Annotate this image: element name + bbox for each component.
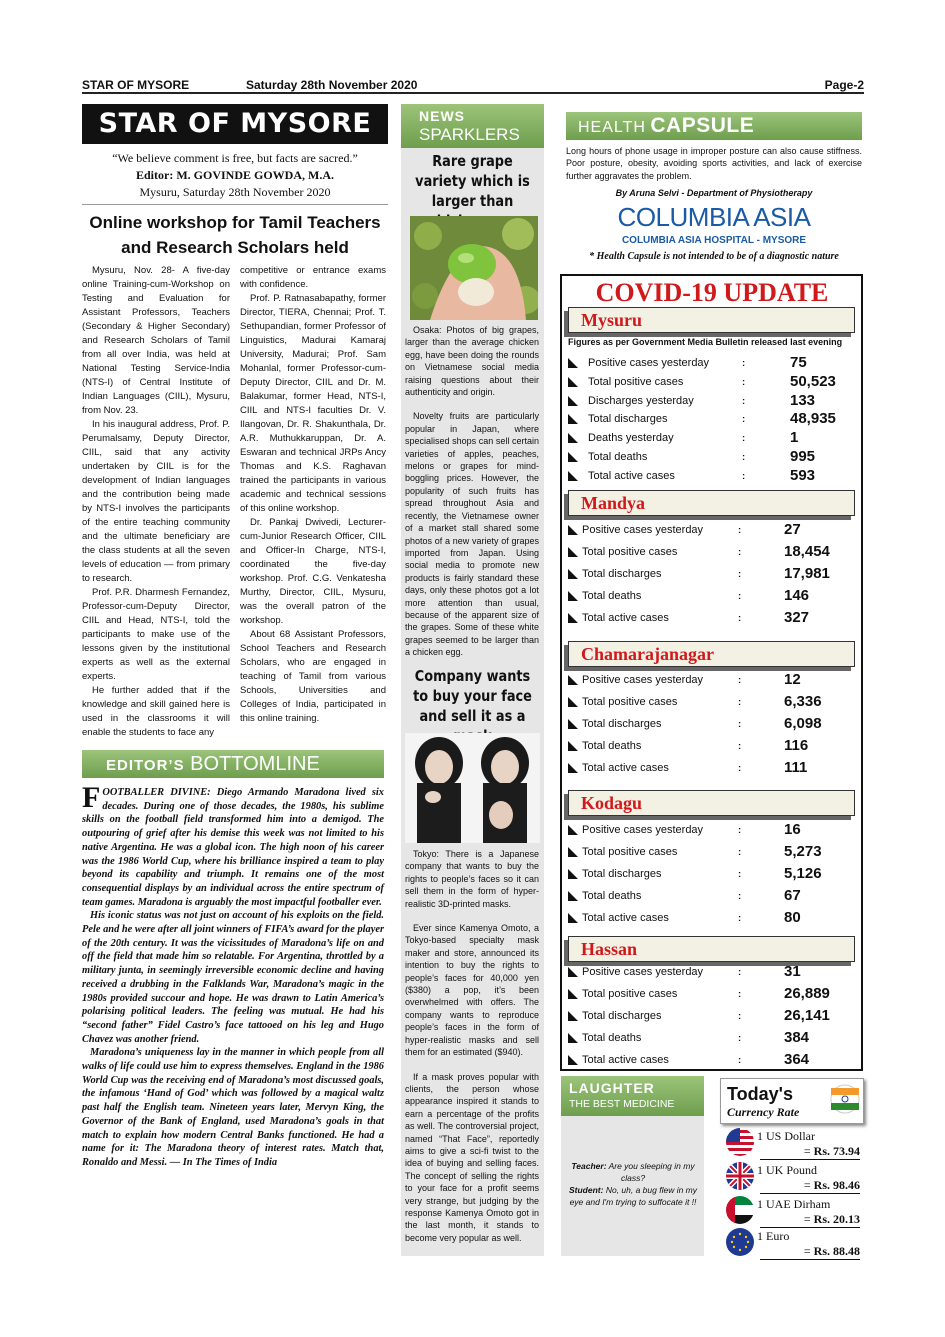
- rate-value: Rs. 73.94: [813, 1144, 860, 1158]
- article-paragraph: In his inaugural address, Prof. P. Perumalsamy, Deputy Director, CIIL, said that any activity undertaken by CIIL is for the development of Indian languages and the contribution being made by NTS-I involves the participants of the entire teaching community and the ultimate beneficiary are the class students at all the seven levels of education — from primary to research.: [82, 419, 230, 584]
- stat-value: 27: [784, 521, 801, 538]
- stat-colon: :: [738, 613, 742, 624]
- stat-value: 16: [784, 821, 801, 838]
- stat-label: Total positive cases: [582, 696, 678, 708]
- stat-colon: :: [738, 675, 742, 686]
- stat-label: Deaths yesterday: [588, 432, 674, 445]
- stat-row: [566, 822, 858, 840]
- article-paragraph: competitive or entrance exams with confidence.: [240, 265, 386, 290]
- bullet-triangle-icon: [568, 547, 578, 557]
- stat-row: [566, 1030, 858, 1048]
- stat-value: 384: [784, 1029, 810, 1046]
- stat-label: Total positive cases: [588, 375, 684, 388]
- grape-photo: [410, 216, 538, 320]
- bullet-triangle-icon: [568, 525, 578, 535]
- stat-label: Total positive cases: [582, 988, 678, 1000]
- banner-bold: CAPSULE: [650, 114, 755, 137]
- bullet-triangle-icon: [568, 433, 578, 443]
- stat-colon: :: [742, 414, 746, 426]
- stat-value: 5,273: [784, 843, 822, 860]
- bullet-triangle-icon: [568, 825, 578, 835]
- divider: [82, 204, 388, 205]
- stat-row: [566, 1008, 858, 1026]
- stat-label: Total active cases: [582, 612, 669, 624]
- equals-sign: =: [803, 1178, 814, 1192]
- sparkler-headline-1: Rare grape variety which is larger than: [415, 152, 530, 210]
- stat-row: [566, 844, 858, 862]
- stat-label: Positive cases yesterday: [582, 824, 704, 836]
- columbia-asia-logo: COLUMBIA ASIA: [617, 202, 811, 232]
- stat-colon: :: [738, 569, 742, 580]
- stat-value: 17,981: [784, 565, 830, 582]
- stat-row: [566, 964, 858, 982]
- stat-label: Total deaths: [588, 451, 648, 463]
- stat-label: Total discharges: [582, 1010, 662, 1022]
- currency-subtitle: Currency Rate: [727, 1105, 800, 1119]
- stat-colon: :: [738, 525, 742, 536]
- stat-colon: :: [738, 913, 742, 924]
- district-heading: Kodagu: [568, 790, 855, 816]
- sparkler-story-1: [405, 324, 539, 659]
- stat-colon: :: [742, 358, 746, 369]
- stat-colon: :: [738, 1055, 742, 1066]
- joke-text: [566, 1160, 700, 1208]
- columbia-asia-subtitle: COLUMBIA ASIA HOSPITAL - MYSORE: [621, 235, 807, 246]
- student-label: Student:: [568, 1185, 604, 1195]
- stat-value: 146: [784, 587, 810, 604]
- stat-row: [566, 672, 858, 690]
- editorial-text: [82, 781, 384, 1170]
- stat-colon: :: [742, 395, 746, 407]
- masthead-info: [82, 150, 388, 201]
- stat-colon: :: [742, 452, 746, 463]
- stat-colon: :: [742, 470, 746, 482]
- stat-row: [566, 738, 858, 756]
- teacher-label: Teacher:: [571, 1161, 607, 1171]
- dateline: Mysuru, Saturday 28th November 2020: [139, 185, 331, 199]
- sparkler-story-2: [405, 848, 539, 1244]
- bullet-triangle-icon: [568, 591, 578, 601]
- stat-label: Total discharges: [582, 718, 662, 730]
- stat-label: Total deaths: [582, 890, 642, 902]
- stat-colon: :: [738, 847, 742, 858]
- news-sparklers-banner: [401, 104, 544, 148]
- banner-light: SPARKLERS: [419, 125, 520, 144]
- stat-value: 75: [790, 354, 807, 371]
- rate-value: Rs. 98.46: [813, 1178, 860, 1192]
- stat-value: 50,523: [790, 372, 836, 390]
- stat-row: [566, 393, 858, 411]
- article-paragraph: Prof. P.R. Dharmesh Fernandez, Professor-cum-Deputy Director, CIIL and Head, NTS-I, told the participants to make use of the lessons given by the institutional experts as well as the external experts.: [82, 587, 230, 682]
- stat-label: Total active cases: [582, 912, 669, 924]
- banner-bold: LAUGHTER: [569, 1080, 655, 1096]
- article-paragraph: Dr. Pankaj Dwivedi, Lecturer-cum-Junior Research Officer, CIIL and Officer-In Charge, NTS-I, coordinated the five-day workshop. Prof. C.G. Venkatesha Murthy, Director, CIIL, Mysuru, was the overall patron of the workshop.: [240, 517, 386, 626]
- bullet-triangle-icon: [568, 741, 578, 751]
- stat-value: 26,889: [784, 985, 830, 1002]
- stat-label: Total deaths: [582, 590, 642, 602]
- bullet-triangle-icon: [568, 763, 578, 773]
- stat-row: [566, 1052, 858, 1070]
- bullet-triangle-icon: [568, 358, 578, 368]
- india-flag-icon: [830, 1084, 860, 1114]
- stat-row: [566, 588, 858, 606]
- stat-label: Positive cases yesterday: [582, 524, 704, 536]
- bullet-triangle-icon: [568, 1055, 578, 1065]
- stat-label: Total active cases: [582, 1054, 669, 1066]
- header-publication: STAR OF MYSORE: [82, 78, 190, 92]
- stat-label: Total deaths: [582, 1032, 642, 1044]
- stat-colon: :: [738, 1033, 742, 1044]
- bullet-triangle-icon: [568, 891, 578, 901]
- stat-label: Total discharges: [582, 868, 662, 880]
- health-capsule-disclaimer: * Health Capsule is not intended to be of a diagnostic nature: [589, 251, 839, 262]
- stat-row: [566, 610, 858, 628]
- bullet-triangle-icon: [568, 1033, 578, 1043]
- stat-value: 67: [784, 887, 801, 904]
- uk-flag-icon: [726, 1162, 754, 1190]
- stat-row: [566, 449, 858, 467]
- bullet-triangle-icon: [568, 697, 578, 707]
- stat-colon: :: [738, 763, 742, 774]
- stat-row: [566, 888, 858, 906]
- stat-label: Total deaths: [582, 740, 642, 752]
- sparkler-paragraph: Tokyo: There is a Japanese company that wants to buy the rights to people’s faces so it can sell them in the form of hyper-realistic 3D-printed masks.: [405, 849, 539, 909]
- editorial-paragraph: OOTBALLER DIVINE: Diego Armando Maradona lived six decades. During one of those decades, the 1980s, his sublime skills on the football field transformed him into a demigod. The outpouring of grief after his demise this week was not limited to his native Argentina. He was a global icon. The high noon of his career was the 1986 World Cup, where his brilliance inspired a team to play beyond its capability and triumph. It remains one of the most consequential displays by an individual across the entire spectrum of team games. Maradona is arguably the most impactful footballer ever.: [82, 787, 384, 908]
- article-paragraph: About 68 Assistant Professors, School Teachers and Research Scholars, who are engaged in teaching of Tamil from various Schools, Universities and Colleges of India, participated in this online training.: [240, 629, 386, 724]
- stat-row: [566, 430, 858, 448]
- stat-label: Total positive cases: [582, 846, 678, 858]
- bullet-triangle-icon: [568, 719, 578, 729]
- laughter-banner: [561, 1076, 704, 1116]
- stat-value: 364: [784, 1051, 810, 1068]
- stat-row: [566, 716, 858, 734]
- stat-colon: :: [738, 741, 742, 752]
- eu-flag-icon: [726, 1228, 754, 1256]
- banner-bold: EDITOR’S: [106, 757, 185, 774]
- stat-colon: :: [738, 591, 742, 602]
- stat-value: 111: [784, 759, 808, 776]
- sparkler-paragraph: If a mask proves popular with clients, the person whose appearance inspired it stands to earn a percentage of the profits as well. The controversial project, named “That Face”, reportedly aims to give a sci-fi twist to the idea of buying and selling faces. The concept of selling the rights to your face for a profit seems very strange, but judging by the response Kamenya Omoto got in the last month, it stands to become very popular as well.: [405, 1071, 539, 1243]
- equals-sign: =: [803, 1212, 814, 1226]
- stat-colon: :: [738, 697, 742, 708]
- uae-flag-icon: [726, 1196, 754, 1224]
- article-paragraph: Mysuru, Nov. 28- A five-day online Training-cum-Workshop on Testing and Evaluation for Assistant Professors, Teachers (Secondary & Higher Secondary) and Research Scholars of Tamil from all over India, was held at National Testing Service-India (NTS-I) of Central Institute of Indian Languages (CIIL), Mysuru, from Nov. 23.: [82, 265, 230, 416]
- bullet-triangle-icon: [568, 913, 578, 923]
- stat-colon: :: [738, 825, 742, 836]
- sparkler-headline-2: Company wants to buy your face and sell it as a: [413, 667, 532, 725]
- equals-sign: =: [803, 1244, 814, 1258]
- stat-label: Positive cases yesterday: [582, 674, 704, 686]
- bullet-triangle-icon: [568, 967, 578, 977]
- bullet-triangle-icon: [568, 1011, 578, 1021]
- bullet-triangle-icon: [568, 675, 578, 685]
- health-capsule-banner: [566, 112, 862, 140]
- teacher-line: Are you sleeping in my class?: [608, 1161, 695, 1183]
- stat-label: Total discharges: [582, 568, 662, 580]
- editors-bottomline-banner: [82, 750, 384, 778]
- stat-value: 6,098: [784, 715, 822, 732]
- stat-value: 12: [784, 671, 801, 688]
- stat-colon: :: [738, 989, 742, 1000]
- stat-colon: :: [738, 869, 742, 880]
- stat-value: 116: [784, 737, 809, 754]
- stat-row: [566, 694, 858, 712]
- covid-update-title: COVID-19 UPDATE: [595, 278, 829, 307]
- stat-label: Discharges yesterday: [588, 394, 694, 407]
- sparkler-paragraph: Novelty fruits are particularly popular in Japan, where specialised shops can sell certain varieties of apples, peaches, melons or grapes for mind-boggling prices. However, the popularity of such fruits has spread throughout Asia and recently, the Vietnamese owner of a market stall shared some photos of a new variety of grapes imported from Japan. Using social media to promote new products is fairly standard these days, only these photos got a lot more attention than usual, because of the apparent size of the grapes. Some of these white grapes seemed to be larger than a chicken egg.: [405, 411, 539, 658]
- bullet-triangle-icon: [568, 569, 578, 579]
- stat-colon: :: [738, 547, 742, 558]
- stat-value: 6,336: [784, 693, 822, 710]
- bullet-triangle-icon: [568, 452, 578, 462]
- rate-value: Rs. 20.13: [813, 1212, 860, 1226]
- currency-rate: [760, 1144, 860, 1160]
- us-flag-icon: [726, 1128, 754, 1156]
- bullet-triangle-icon: [568, 471, 578, 481]
- stat-value: 80: [784, 909, 801, 926]
- currency-name: 1 Euro: [757, 1229, 790, 1243]
- header-date: Saturday 28th November 2020: [246, 78, 418, 92]
- currency-rate: [760, 1244, 860, 1260]
- stat-value: 31: [784, 963, 801, 980]
- stat-row: [566, 468, 858, 486]
- article-paragraph: He further added that if the knowledge and skill gained here is used in the classrooms it will enable the students to face any: [82, 685, 230, 738]
- stat-row: [566, 566, 858, 584]
- stat-row: [566, 522, 858, 540]
- article-column-2: [240, 264, 386, 726]
- motto: “We believe comment is free, but facts are sacred.”: [112, 151, 358, 165]
- stat-value: 593: [790, 466, 816, 484]
- currency-rate: [760, 1212, 860, 1228]
- health-capsule-byline: By Aruna Selvi - Department of Physiotherapy: [615, 188, 813, 198]
- stat-label: Total positive cases: [582, 546, 678, 558]
- editorial-paragraph: His iconic status was not just on account of his exploits on the field. Pele and he were after all joint winners of FIFA’s award for the player of the 20th century. It was the vicissitudes of Maradona’s life on and off the field that made him so relatable. For Argentina, throttled by a military junta, in seemingly irreversible economic decline and having received a drubbing in the Falklands War, Maradona’s magic in the 1980s provided succour and hope. He was drawn to Latin America’s polarising political leaders. The feeling was mutual. He had his “second father” Fidel Castro’s face tattooed on his leg and Hugo Chavez was another friend.: [82, 910, 384, 1045]
- article-paragraph: Prof. P. Ratnasabapathy, former Director, TIERA, Chennai; Prof. T. Sethupandian, former Professor of Linguistics, Madurai Kamaraj University, Madurai; Prof. Sam Mohanlal, former Professor-cum- Deputy Director, CIIL and Dr. M. Balakumar, former Head, NTS-I, CIIL and NTS-I faculties Dr. V. Ilangovan, Dr. R. Shakunthala, Dr. A.R. Muthukkaruppan, Dr. A. Eswaran and technical JRPs Ancy Thomas and K.S. Raghavan trained the participants in various academic and technical sessions of this online workshop.: [240, 293, 386, 514]
- stat-value: 26,141: [784, 1007, 830, 1024]
- currency-title: Today's: [727, 1084, 793, 1104]
- sparkler-paragraph: Ever since Kamenya Omoto, a Tokyo-based specialty mask maker and store, announced its intention to buy the rights to people’s faces for 40,000 yen ($380) a pop, it’s been overwhelmed with offers. The company wants to reproduce people’s faces in the form of hyper-realistic masks and sell them for an estimated ($940).: [405, 923, 539, 1058]
- editorial-paragraph: Maradona’s uniqueness lay in the manner in which people from all walks of life could use him to express themselves. England in the 1986 World Cup was the receiving end of Maradona’s most discussed goals, the infamous ‘Hand of God’ which was followed by a magical waltz past half the English team. Nineteen years later, Mervyn King, the Governor of the Bank of England, used Maradona’s goals in that match to explain how modern Central Banks functioned. He had a name for it: The Maradona theory of interest rates. Match that, Ronaldo and Messi. — In The Times of India: [82, 1047, 384, 1168]
- article-column-1: [82, 264, 230, 740]
- stat-colon: :: [738, 967, 742, 978]
- page-number: Page-2: [824, 78, 864, 92]
- student-line: No, uh, a bug flew in my eye and I'm trying to suffocate it !!: [569, 1185, 698, 1207]
- stat-value: 5,126: [784, 865, 822, 882]
- district-heading: Chamarajanagar: [568, 641, 855, 667]
- currency-rate: [760, 1178, 860, 1194]
- stat-label: Positive cases yesterday: [582, 966, 704, 978]
- stat-row: [566, 910, 858, 928]
- health-capsule-text: Long hours of phone usage in improper posture can also cause stiffness. Poor posture, obesity, avoiding sports activities, and lack of exercise further aggravates the problem.: [566, 146, 862, 181]
- stat-colon: :: [738, 719, 742, 730]
- mask-photo: [405, 733, 540, 843]
- stat-row: [566, 411, 858, 429]
- stat-colon: :: [742, 433, 746, 445]
- bullet-triangle-icon: [568, 847, 578, 857]
- stat-colon: :: [742, 376, 746, 388]
- equals-sign: =: [803, 1144, 814, 1158]
- bullet-triangle-icon: [568, 869, 578, 879]
- currency-name: 1 US Dollar: [757, 1129, 815, 1143]
- covid-source-note: Figures as per Government Media Bulletin released last evening: [568, 337, 843, 347]
- masthead-title: STAR OF MYSORE: [82, 104, 388, 144]
- bullet-triangle-icon: [568, 396, 578, 406]
- editor-line: Editor: M. GOVINDE GOWDA, M.A.: [136, 168, 334, 182]
- stat-row: [566, 760, 858, 778]
- stat-colon: :: [738, 1011, 742, 1022]
- bullet-triangle-icon: [568, 414, 578, 424]
- stat-value: 327: [784, 609, 810, 626]
- stat-label: Total active cases: [588, 469, 675, 482]
- page-header: [82, 76, 864, 94]
- stat-colon: :: [738, 891, 742, 902]
- stat-label: Total active cases: [582, 762, 669, 774]
- district-heading: Mysuru: [568, 307, 855, 333]
- district-heading: Mandya: [568, 490, 855, 516]
- stat-row: [566, 374, 858, 392]
- drop-cap: F: [82, 781, 101, 814]
- currency-name: 1 UAE Dirham: [757, 1197, 831, 1211]
- district-heading: Hassan: [568, 936, 855, 962]
- banner-light: THE BEST MEDICINE: [569, 1098, 675, 1110]
- stat-row: [566, 355, 858, 373]
- stat-row: [566, 866, 858, 884]
- bullet-triangle-icon: [568, 613, 578, 623]
- stat-value: 18,454: [784, 543, 830, 560]
- article-headline: Online workshop for Tamil Teachers and Research Scholars held: [89, 213, 381, 257]
- banner-bold: NEWS: [419, 108, 465, 124]
- bullet-triangle-icon: [568, 377, 578, 387]
- stat-value: 995: [790, 448, 816, 465]
- banner-light: HEALTH: [578, 119, 646, 136]
- rate-value: Rs. 88.48: [813, 1244, 860, 1258]
- bullet-triangle-icon: [568, 989, 578, 999]
- currency-name: 1 UK Pound: [757, 1163, 818, 1177]
- banner-light: BOTTOMLINE: [190, 753, 320, 775]
- stat-row: [566, 986, 858, 1004]
- stat-value: 133: [790, 391, 816, 409]
- sparkler-paragraph: Osaka: Photos of big grapes, larger than the average chicken egg, have been doing the rounds on Vietnamese social media raising questions about their authenticity and origin.: [405, 325, 539, 398]
- stat-value: 48,935: [790, 410, 836, 428]
- stat-row: [566, 544, 858, 562]
- stat-label: Positive cases yesterday: [588, 357, 710, 369]
- stat-value: 1: [790, 429, 799, 447]
- stat-label: Total discharges: [588, 413, 668, 426]
